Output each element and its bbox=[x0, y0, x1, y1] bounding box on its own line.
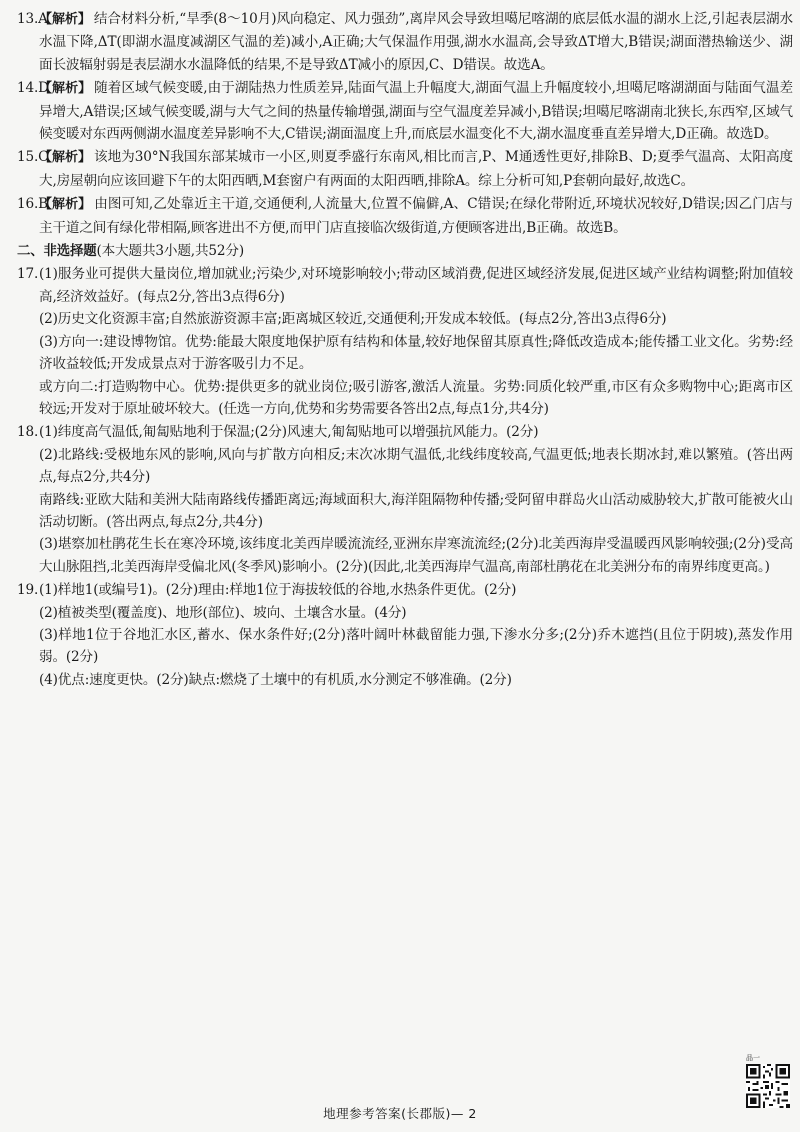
qr-label: 品一 bbox=[746, 1054, 760, 1062]
analysis-tag: 【解析】 bbox=[39, 81, 92, 97]
section-note: (本大题共3小题,共52分) bbox=[96, 243, 244, 260]
answer-item-17 bbox=[17, 263, 793, 420]
answer-part: (1)样地1(或编号1)。(2分)理由:样地1位于海拔较低的谷地,水热条件更优。(2分) bbox=[39, 582, 517, 599]
answer-part: (1)服务业可提供大量岗位,增加就业;污染少,对环境影响较小;带动区域消费,促进区域经济发展,促进区域产业结构调整;附加值较高,经济效益好。(每点2分,答出3点得6分) bbox=[39, 266, 793, 305]
answer-part: (3)堪察加杜鹃花生长在寒冷环境,该纬度北美西岸暖流流经,亚洲东岸寒流流经;(2分)北美西海岸受温暖西风影响较强;(2分)受高大山脉阻挡,北美西海岸受偏北风(冬季风)影响小。(2分)(因此,北美西海岸气温高,南部杜鹃花在北美洲分布的南界纬度更高。) bbox=[39, 536, 793, 575]
analysis-tag: 【解析】 bbox=[39, 150, 91, 166]
analysis-tag: 【解析】 bbox=[39, 197, 92, 213]
section-heading bbox=[17, 240, 793, 263]
answer-number: 14.D bbox=[17, 80, 49, 97]
answer-part: (1)纬度高气温低,匍匐贴地利于保温;(2分)风速大,匍匐贴地可以增强抗风能力。(2分) bbox=[39, 424, 539, 441]
answer-part: (2)北路线:受极地东风的影响,风向与扩散方向相反;末次冰期气温低,北线纬度较高,气温更低;地表长期冰封,难以繁殖。(答出两点,每点2分,共4分) bbox=[39, 446, 793, 486]
answer-part: 南路线:亚欧大陆和美洲大陆南路线传播距离远;海域面积大,海洋阻隔物种传播;受阿留申群岛火山活动威胁较大,扩散可能被火山活动切断。(答出两点,每点2分,共4分) bbox=[39, 491, 793, 530]
analysis-tag: 【解析】 bbox=[39, 12, 91, 27]
answer-item-19 bbox=[17, 579, 793, 691]
answer-item-18 bbox=[17, 421, 793, 578]
qr-code-icon bbox=[746, 1064, 790, 1108]
answer-text: 由图可知,乙处靠近主干道,交通便利,人流量大,位置不偏僻,A、C错误;在绿化带附近,环境状况较好,D错误;因乙门店与主干道之间有绿化带相隔,顾客进出不方便,而甲门店直接临次级街道,方便顾客进出,B正确。故选B。 bbox=[39, 196, 793, 236]
answer-item-14 bbox=[17, 77, 793, 145]
answer-part: 或方向二:打造购物中心。优势:提供更多的就业岗位;吸引游客,激活人流量。劣势:同质化较严重,市区有众多购物中心;距离市区较远;开发对于原址破坏较大。(任选一方向,优势和劣势需要各答出2点,每点1分,共4分) bbox=[39, 378, 793, 417]
answer-number: 18. bbox=[17, 424, 39, 441]
answer-text: 随着区域气候变暖,由于湖陆热力性质差异,陆面气温上升幅度大,湖面气温上升幅度较小,坦噶尼喀湖湖面与陆面气温差异增大,A错误;区域气候变暖,湖与大气之间的热量传输增强,湖面与空气温度差异减小,B错误;坦噶尼喀湖南北狭长,东西窄,区域气候变暖对东西两侧湖水温度差异影响不大,C错误;湖面温度上升,而底层水温变化不大,湖水温度垂直差异增大,D正确。故选D。 bbox=[39, 80, 793, 143]
answer-part: (3)样地1位于谷地汇水区,蓄水、保水条件好;(2分)落叶阔叶林截留能力强,下渗水分多;(2分)乔木遮挡(且位于阴坡),蒸发作用弱。(2分) bbox=[39, 626, 793, 666]
answer-number: 17. bbox=[17, 266, 39, 283]
answer-item-15 bbox=[17, 146, 793, 192]
answer-text: 该地为30°N我国东部某城市一小区,则夏季盛行东南风,相比而言,P、M通透性更好,排除B、D;夏季气温高、太阳高度大,房屋朝向应该回避下午的太阳西晒,M套窗户有两面的太阳西晒,排除A。综上分析可知,P套朝向最好,故选C。 bbox=[39, 149, 793, 189]
answer-number: 16.B bbox=[17, 196, 49, 213]
answer-text: 结合材料分析,“旱季(8～10月)风向稳定、风力强劲”,离岸风会导致坦噶尼喀湖的底层低水温的湖水上泛,引起表层湖水水温下降,ΔT(即湖水温度减湖区气温的差)减小,A正确;大气保温作用强,湖水水温高,会导致ΔT增大,B错误;湖面潜热输送少、湖面长波辐射弱是表层湖水水温降低的结果,不是导致ΔT减小的原因,C、D错误。故选A。 bbox=[39, 11, 793, 73]
answer-part: (2)植被类型(覆盖度)、地形(部位)、坡向、土壤含水量。(4分) bbox=[39, 604, 407, 621]
answer-document bbox=[17, 8, 793, 692]
answer-number: 19. bbox=[17, 582, 39, 599]
section-title: 二、非选择题 bbox=[17, 244, 97, 260]
answer-number: 15.C bbox=[17, 149, 49, 166]
answer-part: (4)优点:速度更快。(2分)缺点:燃烧了土壤中的有机质,水分测定不够准确。(2分) bbox=[39, 671, 512, 688]
answer-part: (2)历史文化资源丰富;自然旅游资源丰富;距离城区较近,交通便利;开发成本较低。(每点2分,答出3点得6分) bbox=[39, 311, 667, 328]
answer-number: 13.A bbox=[17, 11, 48, 27]
answer-item-13 bbox=[17, 8, 793, 76]
page-footer: 地理参考答案(长郡版)— 2 bbox=[323, 1106, 477, 1121]
answer-item-16 bbox=[17, 193, 793, 239]
answer-part: (3)方向一:建设博物馆。优势:能最大限度地保护原有结构和体量,较好地保留其原真性;降低改造成本;能传播工业文化。劣势:经济收益较低;开发成景点对于游客吸引力不足。 bbox=[39, 333, 793, 373]
